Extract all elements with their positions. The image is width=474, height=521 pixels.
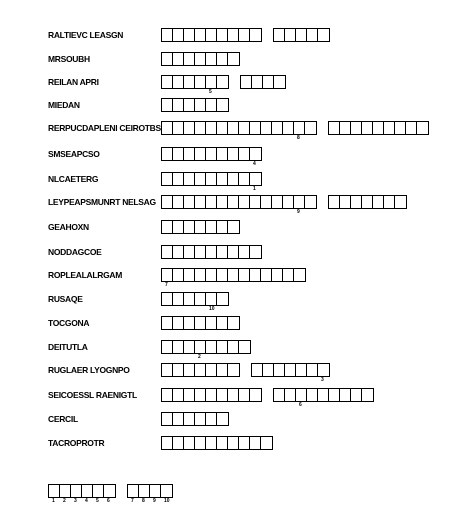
letter-box[interactable]: [184, 341, 195, 353]
letter-box[interactable]: [384, 122, 395, 134]
letter-box[interactable]: [173, 148, 184, 160]
letter-box[interactable]: [217, 99, 228, 111]
letter-index-number: 4: [253, 161, 256, 167]
letter-box[interactable]: [263, 364, 274, 376]
letter-box[interactable]: [217, 173, 228, 185]
letter-box[interactable]: [252, 364, 263, 376]
letter-box[interactable]: [162, 413, 173, 425]
letter-box[interactable]: [162, 196, 173, 208]
letter-box[interactable]: [285, 364, 296, 376]
letter-box[interactable]: [162, 341, 173, 353]
letter-box[interactable]: [173, 122, 184, 134]
letter-box[interactable]: [373, 196, 384, 208]
letter-box[interactable]: [217, 29, 228, 41]
letter-box[interactable]: [184, 53, 195, 65]
final-letter-box[interactable]: [139, 485, 150, 504]
letter-box[interactable]: [195, 341, 206, 360]
letter-box[interactable]: [340, 196, 351, 208]
letter-box[interactable]: [173, 269, 184, 281]
letter-box[interactable]: [206, 221, 217, 233]
letter-box[interactable]: [206, 341, 217, 353]
letter-box[interactable]: [329, 122, 340, 134]
answer-word-1: [161, 268, 306, 288]
letter-box[interactable]: [228, 173, 239, 185]
answer-word-1: [161, 245, 262, 259]
final-letter-box[interactable]: [128, 485, 139, 504]
letter-box[interactable]: [173, 437, 184, 449]
scrambled-clue: RALTIEVC LEASGN: [48, 30, 124, 40]
answer-word-1: [161, 292, 229, 312]
letter-box[interactable]: [206, 29, 217, 41]
final-letter-number: 3: [74, 498, 77, 504]
letter-box[interactable]: [239, 196, 250, 208]
letter-box[interactable]: [195, 364, 206, 376]
answer-word-1: [161, 436, 273, 450]
letter-box[interactable]: [274, 364, 285, 376]
letter-box[interactable]: [294, 196, 305, 215]
letter-box[interactable]: [384, 196, 395, 208]
answer-word-2: [240, 75, 286, 89]
letter-box[interactable]: [206, 413, 217, 425]
letter-box[interactable]: [274, 389, 285, 401]
letter-box[interactable]: [206, 293, 217, 312]
scrambled-clue: LEYPEAPSMUNRT NELSAG: [48, 197, 156, 207]
letter-box[interactable]: [206, 269, 217, 281]
letter-box[interactable]: [162, 269, 173, 288]
letter-box[interactable]: [272, 196, 283, 208]
letter-box[interactable]: [239, 389, 250, 401]
letter-box[interactable]: [239, 269, 250, 281]
letter-box[interactable]: [206, 148, 217, 160]
letter-box[interactable]: [195, 293, 206, 305]
letter-box[interactable]: [239, 148, 250, 160]
letter-box[interactable]: [250, 437, 261, 449]
letter-index-number: 1: [253, 186, 256, 192]
letter-index-number: 9: [297, 209, 300, 215]
letter-box[interactable]: [217, 341, 228, 353]
letter-box[interactable]: [184, 99, 195, 111]
letter-box[interactable]: [228, 29, 239, 41]
letter-box[interactable]: [162, 221, 173, 233]
letter-box[interactable]: [217, 148, 228, 160]
letter-box[interactable]: [184, 293, 195, 305]
letter-box[interactable]: [395, 122, 406, 134]
letter-box[interactable]: [272, 269, 283, 281]
letter-box[interactable]: [239, 341, 250, 353]
letter-box[interactable]: [318, 389, 329, 401]
letter-box[interactable]: [184, 148, 195, 160]
letter-box[interactable]: [173, 173, 184, 185]
letter-box[interactable]: [250, 389, 261, 401]
letter-box[interactable]: [285, 389, 296, 401]
letter-box[interactable]: [351, 196, 362, 208]
scrambled-clue: MRSOUBH: [48, 54, 90, 64]
final-letter-number: 9: [153, 498, 156, 504]
letter-box[interactable]: [373, 122, 384, 134]
final-letter-box[interactable]: [60, 485, 71, 504]
letter-box[interactable]: [217, 221, 228, 233]
letter-box[interactable]: [250, 246, 261, 258]
scrambled-clue: ROPLEALALRGAM: [48, 270, 123, 280]
letter-box[interactable]: [329, 196, 340, 208]
letter-box[interactable]: [228, 389, 239, 401]
letter-box[interactable]: [195, 76, 206, 88]
letter-box[interactable]: [217, 437, 228, 449]
letter-box[interactable]: [272, 122, 283, 134]
letter-box[interactable]: [406, 122, 417, 134]
final-letter-number: 4: [85, 498, 88, 504]
letter-box[interactable]: [173, 413, 184, 425]
letter-box[interactable]: [184, 76, 195, 88]
final-word-1: [48, 484, 116, 504]
letter-box[interactable]: [162, 53, 173, 65]
letter-box[interactable]: [162, 148, 173, 160]
letter-box[interactable]: [195, 317, 206, 329]
letter-box[interactable]: [206, 196, 217, 208]
letter-box[interactable]: [184, 317, 195, 329]
letter-box[interactable]: [162, 437, 173, 449]
letter-box[interactable]: [184, 437, 195, 449]
letter-box[interactable]: [263, 76, 274, 88]
letter-box[interactable]: [417, 122, 428, 134]
final-letter-number: 2: [63, 498, 66, 504]
letter-box[interactable]: [296, 364, 307, 376]
scrambled-clue: MIEDAN: [48, 100, 80, 110]
letter-box[interactable]: [351, 122, 362, 134]
scrambled-clue: CERCIL: [48, 414, 78, 424]
letter-box[interactable]: [250, 122, 261, 134]
letter-box[interactable]: [318, 364, 329, 383]
letter-box[interactable]: [307, 29, 318, 41]
letter-box[interactable]: [184, 246, 195, 258]
letter-box[interactable]: [296, 29, 307, 41]
letter-box[interactable]: [294, 269, 305, 281]
letter-box[interactable]: [340, 389, 351, 401]
letter-box[interactable]: [307, 389, 318, 401]
letter-box[interactable]: [217, 317, 228, 329]
final-letter-number: 8: [142, 498, 145, 504]
letter-box[interactable]: [250, 269, 261, 281]
letter-box[interactable]: [228, 148, 239, 160]
letter-box[interactable]: [184, 221, 195, 233]
final-letter-box[interactable]: [161, 485, 172, 504]
letter-box[interactable]: [362, 122, 373, 134]
letter-box[interactable]: [228, 221, 239, 233]
answer-word-1: [161, 220, 240, 234]
letter-box[interactable]: [206, 364, 217, 376]
letter-box[interactable]: [195, 53, 206, 65]
answer-word-2: [273, 388, 374, 408]
answer-word-1: [161, 28, 262, 42]
letter-box[interactable]: [239, 122, 250, 134]
scrambled-clue: SEICOESSL RAENIGTL: [48, 390, 137, 400]
answer-word-1: [161, 98, 229, 112]
letter-box[interactable]: [184, 196, 195, 208]
letter-box[interactable]: [206, 389, 217, 401]
letter-box[interactable]: [250, 173, 261, 192]
letter-box[interactable]: [184, 269, 195, 281]
scrambled-clue: REILAN APRI: [48, 77, 99, 87]
letter-box[interactable]: [162, 99, 173, 111]
letter-box[interactable]: [184, 389, 195, 401]
letter-box[interactable]: [228, 122, 239, 134]
letter-box[interactable]: [206, 76, 217, 95]
letter-box[interactable]: [195, 99, 206, 111]
letter-box[interactable]: [173, 317, 184, 329]
final-letter-number: 1: [52, 498, 55, 504]
answer-word-2: [328, 195, 407, 209]
letter-box[interactable]: [195, 246, 206, 258]
scrambled-clue: RERPUCDAPLENI CEIROTBS: [48, 123, 161, 133]
letter-box[interactable]: [195, 122, 206, 134]
letter-index-number: 2: [198, 354, 201, 360]
answer-word-2: [273, 28, 330, 42]
letter-box[interactable]: [217, 122, 228, 134]
scrambled-clue: GEAHOXN: [48, 222, 89, 232]
letter-box[interactable]: [184, 122, 195, 134]
letter-box[interactable]: [283, 122, 294, 134]
letter-box[interactable]: [206, 173, 217, 185]
letter-box[interactable]: [206, 246, 217, 258]
letter-box[interactable]: [173, 99, 184, 111]
letter-box[interactable]: [252, 76, 263, 88]
letter-box[interactable]: [162, 76, 173, 88]
letter-box[interactable]: [274, 76, 285, 88]
letter-box[interactable]: [340, 122, 351, 134]
letter-box[interactable]: [195, 29, 206, 41]
letter-box[interactable]: [305, 122, 316, 134]
final-letter-number: 7: [131, 498, 134, 504]
letter-index-number: 8: [297, 135, 300, 141]
letter-box[interactable]: [239, 29, 250, 41]
letter-box[interactable]: [228, 364, 239, 376]
letter-box[interactable]: [217, 364, 228, 376]
letter-box[interactable]: [184, 173, 195, 185]
scrambled-clue: NODDAGCOE: [48, 247, 102, 257]
letter-box[interactable]: [173, 221, 184, 233]
letter-index-number: 10: [209, 306, 215, 312]
letter-box[interactable]: [239, 437, 250, 449]
answer-word-1: [161, 412, 229, 426]
letter-box[interactable]: [195, 437, 206, 449]
letter-box[interactable]: [162, 122, 173, 134]
final-word-2: [127, 484, 173, 504]
letter-box[interactable]: [307, 364, 318, 376]
letter-box[interactable]: [285, 29, 296, 41]
final-letter-box[interactable]: [104, 485, 115, 504]
letter-box[interactable]: [173, 53, 184, 65]
letter-box[interactable]: [217, 196, 228, 208]
letter-box[interactable]: [228, 437, 239, 449]
final-letter-box[interactable]: [49, 485, 60, 504]
letter-box[interactable]: [217, 269, 228, 281]
letter-box[interactable]: [283, 196, 294, 208]
letter-box[interactable]: [184, 413, 195, 425]
letter-box[interactable]: [173, 293, 184, 305]
letter-index-number: 7: [165, 282, 168, 288]
letter-box[interactable]: [217, 53, 228, 65]
letter-box[interactable]: [217, 76, 228, 88]
letter-box[interactable]: [173, 246, 184, 258]
letter-box[interactable]: [296, 389, 307, 408]
answer-word-1: [161, 172, 262, 192]
letter-box[interactable]: [173, 29, 184, 41]
letter-box[interactable]: [239, 246, 250, 258]
letter-box[interactable]: [250, 148, 261, 167]
letter-box[interactable]: [329, 389, 340, 401]
scrambled-clue: DEITUTLA: [48, 342, 88, 352]
answer-word-1: [161, 52, 240, 66]
letter-box[interactable]: [162, 389, 173, 401]
letter-box[interactable]: [195, 173, 206, 185]
letter-box[interactable]: [206, 99, 217, 111]
letter-box[interactable]: [162, 293, 173, 305]
answer-word-1: [161, 121, 317, 141]
letter-box[interactable]: [294, 122, 305, 141]
letter-box[interactable]: [250, 196, 261, 208]
final-letter-number: 5: [96, 498, 99, 504]
letter-box[interactable]: [162, 173, 173, 185]
letter-box[interactable]: [195, 389, 206, 401]
final-letter-number: 6: [107, 498, 110, 504]
letter-box[interactable]: [173, 196, 184, 208]
letter-box[interactable]: [305, 196, 316, 208]
scrambled-clue: TOCGONA: [48, 318, 90, 328]
letter-box[interactable]: [362, 196, 373, 208]
letter-box[interactable]: [351, 389, 362, 401]
answer-word-1: [161, 340, 251, 360]
letter-index-number: 3: [321, 377, 324, 383]
letter-box[interactable]: [239, 173, 250, 185]
letter-box[interactable]: [261, 437, 272, 449]
answer-word-1: [161, 75, 229, 95]
letter-box[interactable]: [195, 269, 206, 281]
final-letter-box[interactable]: [71, 485, 82, 504]
letter-box[interactable]: [206, 53, 217, 65]
letter-box[interactable]: [217, 389, 228, 401]
letter-box[interactable]: [195, 221, 206, 233]
letter-box[interactable]: [173, 389, 184, 401]
letter-box[interactable]: [162, 246, 173, 258]
answer-word-1: [161, 147, 262, 167]
final-letter-box[interactable]: [150, 485, 161, 504]
letter-box[interactable]: [195, 413, 206, 425]
letter-box[interactable]: [217, 293, 228, 305]
answer-word-1: [161, 363, 240, 377]
letter-box[interactable]: [206, 317, 217, 329]
scrambled-clue: SMSEAPCSO: [48, 149, 100, 159]
letter-box[interactable]: [261, 122, 272, 134]
answer-word-1: [161, 388, 262, 402]
letter-box[interactable]: [261, 269, 272, 281]
letter-box[interactable]: [283, 269, 294, 281]
letter-box[interactable]: [241, 76, 252, 88]
answer-word-1: [161, 195, 317, 215]
answer-word-2: [328, 121, 429, 135]
scrambled-clue: NLCAETERG: [48, 174, 99, 184]
letter-box[interactable]: [228, 196, 239, 208]
final-letter-box[interactable]: [93, 485, 104, 504]
answer-word-2: [251, 363, 330, 383]
letter-box[interactable]: [173, 341, 184, 353]
letter-box[interactable]: [162, 317, 173, 329]
letter-box[interactable]: [362, 389, 373, 401]
final-letter-number: 10: [164, 498, 170, 504]
letter-box[interactable]: [184, 364, 195, 376]
letter-box[interactable]: [173, 76, 184, 88]
letter-index-number: 6: [299, 402, 302, 408]
letter-box[interactable]: [162, 364, 173, 376]
letter-box[interactable]: [228, 53, 239, 65]
letter-box[interactable]: [261, 196, 272, 208]
letter-box[interactable]: [228, 246, 239, 258]
scrambled-clue: RUSAQE: [48, 294, 83, 304]
letter-box[interactable]: [195, 148, 206, 160]
letter-box[interactable]: [318, 29, 329, 41]
letter-box[interactable]: [228, 269, 239, 281]
letter-box[interactable]: [217, 246, 228, 258]
letter-box[interactable]: [206, 122, 217, 134]
answer-word-1: [161, 316, 240, 330]
letter-box[interactable]: [217, 413, 228, 425]
scrambled-clue: TACROPROTR: [48, 438, 105, 448]
letter-box[interactable]: [274, 29, 285, 41]
letter-index-number: 5: [209, 89, 212, 95]
letter-box[interactable]: [228, 317, 239, 329]
letter-box[interactable]: [250, 29, 261, 41]
letter-box[interactable]: [195, 196, 206, 208]
letter-box[interactable]: [206, 437, 217, 449]
letter-box[interactable]: [228, 341, 239, 353]
letter-box[interactable]: [184, 29, 195, 41]
letter-box[interactable]: [173, 364, 184, 376]
letter-box[interactable]: [162, 29, 173, 41]
scrambled-clue: RUGLAER LYOGNPO: [48, 365, 130, 375]
letter-box[interactable]: [395, 196, 406, 208]
final-letter-box[interactable]: [82, 485, 93, 504]
